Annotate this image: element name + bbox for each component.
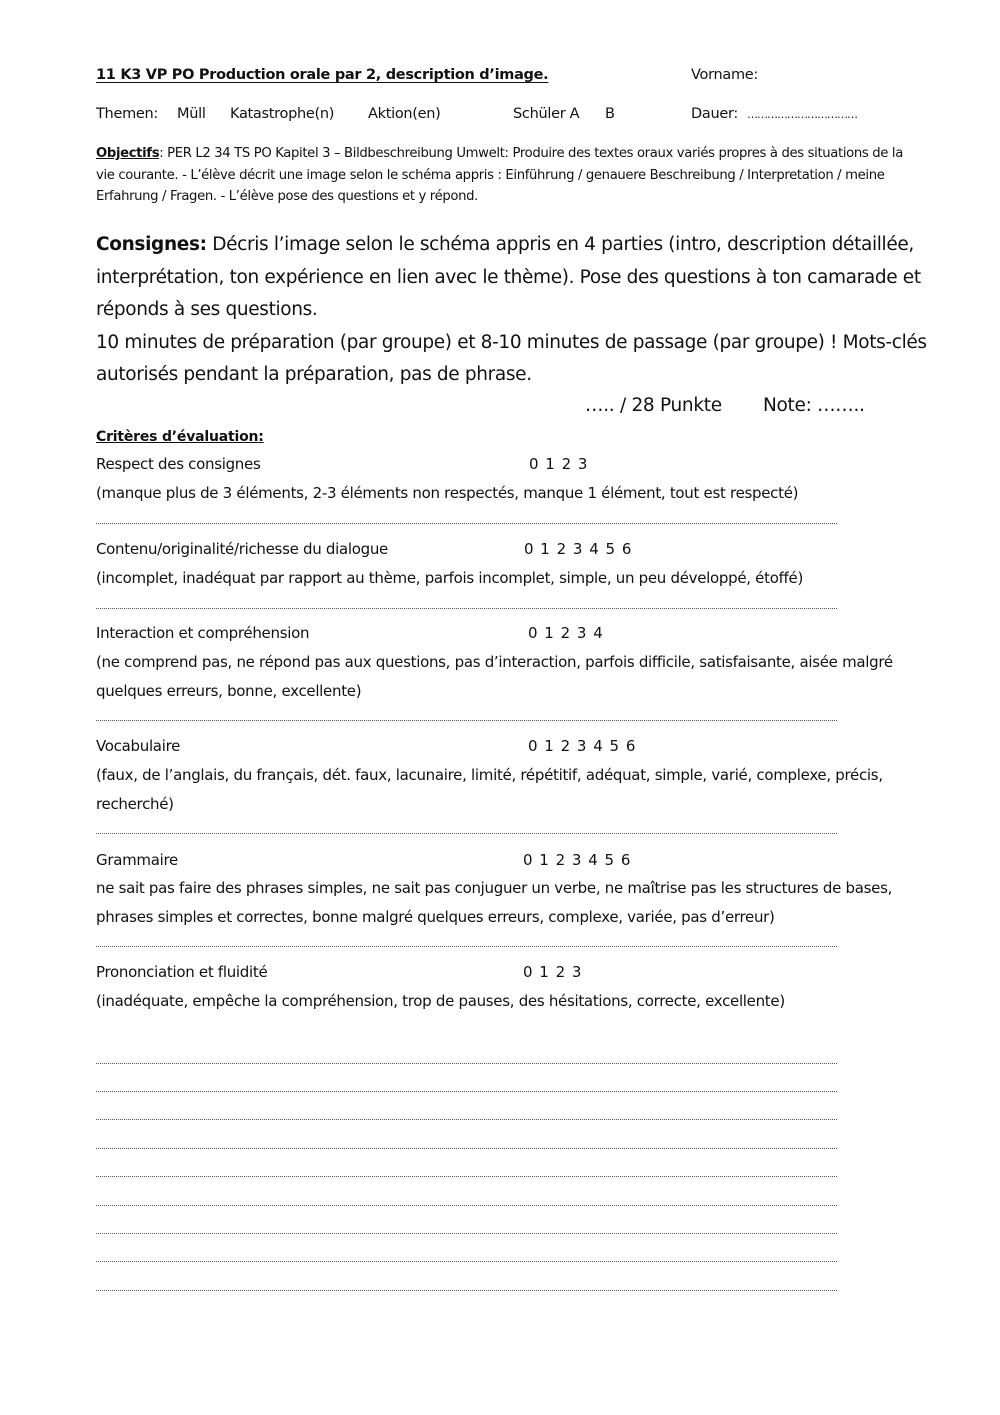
vorname-label: Vorname: — [691, 67, 758, 83]
criterion-scale: 0 1 2 3 4 5 6 — [524, 540, 633, 558]
comment-line[interactable] — [96, 1119, 837, 1120]
theme-muell: Müll — [177, 106, 206, 122]
note-field: Note: …….. — [763, 395, 865, 416]
consignes-label: Consignes: — [96, 234, 207, 255]
criterion-scale: 0 1 2 3 4 — [528, 624, 604, 642]
comment-line[interactable] — [96, 1233, 837, 1234]
comment-line[interactable] — [96, 1063, 837, 1064]
dotted-separator — [96, 946, 837, 947]
schueler-b: B — [605, 106, 615, 122]
criterion-name: Prononciation et fluidité — [96, 963, 268, 981]
criterion-name: Interaction et compréhension — [96, 624, 310, 642]
criterion-description: (faux, de l’anglais, du français, dét. faux, lacunaire, limité, répétitif, adéquat, simple, varié, complexe, précis, recherché) — [96, 766, 883, 813]
schueler-label: Schüler A — [513, 106, 580, 122]
dauer-label: Dauer: — [691, 106, 738, 122]
dotted-separator — [96, 720, 837, 721]
dotted-separator — [96, 523, 837, 524]
criterion-description: (inadéquate, empêche la compréhension, trop de pauses, des hésitations, correcte, excellente) — [96, 992, 785, 1010]
criterion-scale: 0 1 2 3 4 5 6 — [528, 737, 637, 755]
comment-line[interactable] — [96, 1091, 837, 1092]
criterion-description: (ne comprend pas, ne répond pas aux questions, pas d’interaction, parfois difficile, satisfaisante, aisée malgré quelques erreurs, bonne, excellente) — [96, 653, 893, 700]
theme-katastrophe: Katastrophe(n) — [230, 106, 335, 122]
themen-label: Themen: — [96, 106, 158, 122]
dauer-field: …………………………… — [747, 108, 857, 121]
criterion-scale: 0 1 2 3 4 5 6 — [523, 851, 632, 869]
objectifs-text: : PER L2 34 TS PO Kapitel 3 – Bildbeschreibung Umwelt: Produire des textes oraux variés propres à des situations de la vie courante. - L’élève décrit une image selon le schéma appris : Einführung / genauere Beschreibung / Interpretation / meine Erfahrung / Fragen. - L’élève pose des questions et y répond. — [96, 146, 903, 204]
criterion-scale: 0 1 2 3 — [523, 963, 583, 981]
comment-line[interactable] — [96, 1176, 837, 1177]
comment-line[interactable] — [96, 1261, 837, 1262]
criterion-description: (manque plus de 3 éléments, 2-3 éléments non respectés, manque 1 élément, tout est respecté) — [96, 484, 799, 502]
criteria-title: Critères d’évaluation: — [96, 429, 264, 445]
comment-line[interactable] — [96, 1290, 837, 1291]
points-field: ….. / 28 Punkte — [585, 395, 722, 416]
comment-line[interactable] — [96, 1148, 837, 1149]
criterion-name: Respect des consignes — [96, 455, 261, 473]
comment-line[interactable] — [96, 1205, 837, 1206]
criterion-description: (incomplet, inadéquat par rapport au thème, parfois incomplet, simple, un peu développé, étoffé) — [96, 569, 804, 587]
consignes-paragraph-1 — [96, 229, 936, 327]
objectifs-block — [96, 143, 916, 208]
criterion-name: Vocabulaire — [96, 737, 181, 755]
criterion-name: Grammaire — [96, 851, 178, 869]
criterion-scale: 0 1 2 3 — [529, 455, 589, 473]
dotted-separator — [96, 833, 837, 834]
document-title: 11 K3 VP PO Production orale par 2, description d’image. — [96, 67, 549, 83]
criterion-name: Contenu/originalité/richesse du dialogue — [96, 540, 388, 558]
objectifs-label: Objectifs — [96, 146, 160, 161]
consignes-text-1: Décris l’image selon le schéma appris en 4 parties (intro, description détaillée, interprétation, ton expérience en lien avec le thème). Pose des questions à ton camarade et réponds à ses questions. — [96, 234, 921, 321]
theme-aktion: Aktion(en) — [368, 106, 441, 122]
criterion-description: ne sait pas faire des phrases simples, ne sait pas conjuguer un verbe, ne maîtrise pas les structures de bases, phrases simples et correctes, bonne malgré quelques erreurs, complexe, variée, pas d’erreur) — [96, 879, 893, 926]
consignes-paragraph-2: 10 minutes de préparation (par groupe) et 8-10 minutes de passage (par groupe) ! Mots-clés autorisés pendant la préparation, pas de phrase. — [96, 331, 927, 386]
consignes-block — [96, 229, 936, 392]
dotted-separator — [96, 608, 837, 609]
